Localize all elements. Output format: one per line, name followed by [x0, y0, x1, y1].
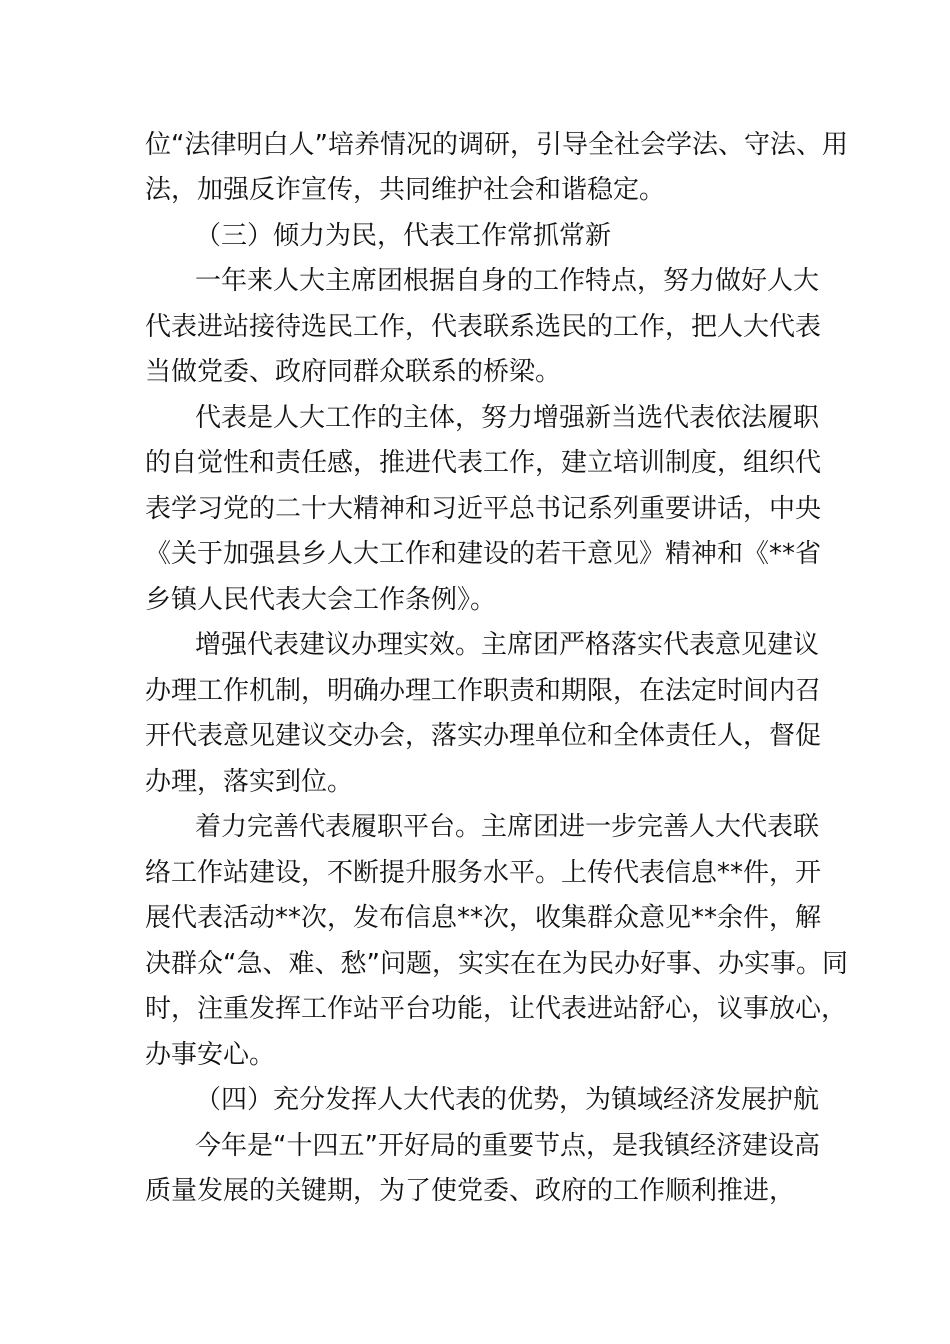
- text-line: 增强代表建议办理实效。主席团严格落实代表意见建议: [195, 630, 820, 660]
- text-line: 办理，落实到位。: [145, 767, 354, 797]
- text-line: 办事安心。: [145, 1040, 276, 1070]
- text-line: 代表进站接待选民工作，代表联系选民的工作，把人大代表: [145, 312, 822, 342]
- text-line: 着力完善代表履职平台。主席团进一步完善人大代表联: [195, 812, 820, 842]
- text-line: 代表是人大工作的主体，努力增强新当选代表依法履职: [195, 403, 820, 433]
- text-line: 今年是“十四五”开好局的重要节点，是我镇经济建设高: [195, 1131, 820, 1161]
- text-line: 展代表活动**次，发布信息**次，收集群众意见**余件，解: [145, 903, 822, 933]
- text-line: 时，注重发挥工作站平台功能，让代表进站舒心，议事放心，: [145, 994, 848, 1024]
- text-line: 质量发展的关键期，为了使党委、政府的工作顺利推进，: [145, 1176, 796, 1206]
- section-heading: （四）充分发挥人大代表的优势，为镇域经济发展护航: [195, 1085, 820, 1115]
- text-line: 乡镇人民代表大会工作条例》。: [145, 585, 497, 615]
- text-line: 一年来人大主席团根据自身的工作特点，努力做好人大: [195, 266, 820, 296]
- text-line: 当做党委、政府同群众联系的桥梁。: [145, 357, 562, 387]
- text-line: 《关于加强县乡人大工作和建设的若干意见》精神和《**省: [145, 539, 822, 569]
- text-line: 法，加强反诈宣传，共同维护社会和谐稳定。: [145, 175, 666, 205]
- text-line: 开代表意见建议交办会，落实办理单位和全体责任人，督促: [145, 721, 822, 751]
- text-line: 络工作站建设，不断提升服务水平。上传代表信息**件，开: [145, 858, 822, 888]
- text-line: 位“法律明白人”培养情况的调研，引导全社会学法、守法、用: [145, 130, 848, 160]
- text-line: 的自觉性和责任感，推进代表工作，建立培训制度，组织代: [145, 448, 822, 478]
- text-line: 办理工作机制，明确办理工作职责和期限，在法定时间内召: [145, 676, 822, 706]
- text-line: 表学习党的二十大精神和习近平总书记系列重要讲话，中央: [145, 494, 822, 524]
- section-heading: （三）倾力为民，代表工作常抓常新: [195, 221, 612, 251]
- text-line: 决群众“急、难、愁”问题，实实在在为民办好事、办实事。同: [145, 949, 848, 979]
